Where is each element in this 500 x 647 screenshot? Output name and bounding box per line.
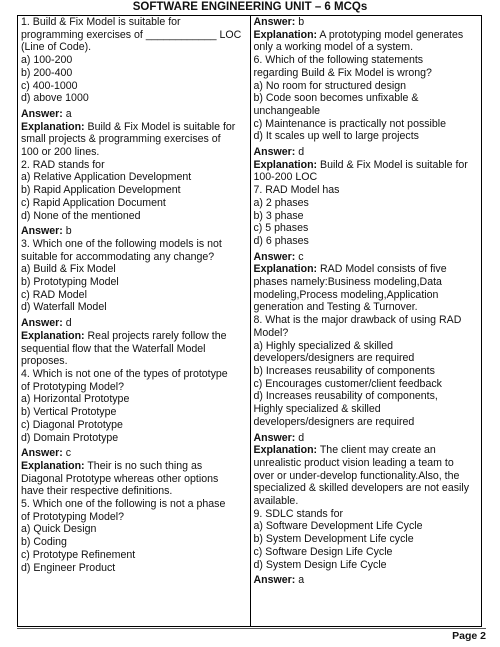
line-text: a) Software Development Life Cycle [253,520,423,533]
text-line [254,41,479,54]
text-line [254,301,479,314]
line-text: c) 400-1000 [21,79,78,92]
explanation-line [254,444,479,457]
line-text: 9. SDLC stands for [253,507,343,520]
footer-rule [17,628,486,629]
text-line [21,523,247,536]
line-text: developers/designers are required [253,415,415,428]
line-text: b) System Development Life cycle [253,533,414,546]
text-line [21,184,247,197]
document-title: SOFTWARE ENGINEERING UNIT – 6 MCQs [132,1,368,13]
line-text: a [298,574,305,587]
line-text: a) 2 phases [253,196,309,209]
line-text: b) 200-400 [21,66,73,79]
answer-line [254,251,479,264]
line-text: Real projects rarely follow the [84,329,227,342]
text-line [254,67,479,80]
text-line [21,301,247,314]
text-line [254,276,479,289]
right-column [250,16,482,626]
text-line [254,289,479,302]
line-text: a) Horizontal Prototype [21,393,130,406]
line-text: a [65,107,72,120]
text-line [254,390,479,403]
line-text: of Prototyping Model? [21,380,125,393]
text-line [254,533,479,546]
text-line [254,457,479,470]
line-text: Their is no such thing as [84,459,203,472]
line-label: Explanation: [21,120,85,133]
text-line [21,511,247,524]
text-line [21,197,247,210]
line-text: a) Relative Application Development [21,171,192,184]
line-text: generation and Testing & Turnover. [253,301,418,314]
line-label: Answer: [253,431,299,444]
text-line [21,368,247,381]
line-text: suitable for accommodating any change? [21,250,215,263]
line-label: Answer: [253,574,299,587]
text-line [21,393,247,406]
line-text: available. [253,495,299,508]
text-line [254,546,479,559]
text-line [254,482,479,495]
text-line [21,343,247,356]
line-text: modeling,Process modeling,Application [253,288,439,301]
line-text: d) 6 phases [253,234,309,247]
line-label: Explanation: [253,158,318,171]
text-line [21,355,247,368]
line-label: Explanation: [21,459,85,472]
answer-line [254,146,479,159]
line-text: unrealistic product vision leading a team to [253,456,454,469]
text-line [21,381,247,394]
line-label: Answer: [253,146,299,159]
line-text: c) RAD Model [21,288,87,301]
text-line [21,562,247,575]
line-text: b [65,225,72,238]
text-line [254,54,479,67]
page-number: Page 2 [452,630,486,642]
line-label: Answer: [253,250,299,263]
line-text: Build & Fix Model is suitable for [317,158,468,171]
explanation-line [21,460,247,473]
line-text: d) Increases reusability of components, [253,390,438,403]
text-line [254,197,479,210]
text-line [21,406,247,419]
text-line [21,133,247,146]
line-label: Explanation: [253,28,318,41]
line-text: 1. Build & Fix Model is suitable for [21,16,181,28]
line-text: 6. Which of the following statements [253,54,424,67]
text-line [21,419,247,432]
text-line [21,80,247,93]
line-text: c) 5 phases [253,222,309,235]
line-text: d) Engineer Product [21,561,116,574]
line-text: A prototyping model generates [317,28,464,41]
explanation-line [254,29,479,42]
text-line [254,416,479,429]
line-label: Answer: [21,225,66,238]
line-text: d) Domain Prototype [21,431,119,444]
line-label: Explanation: [253,263,318,276]
mcq-table [17,15,482,627]
text-line [21,41,247,54]
line-text: a) Build & Fix Model [21,263,116,276]
line-text: programming exercises of ____________ LOC [21,28,242,41]
line-text: 2. RAD stands for [21,158,105,171]
line-text: b [298,16,305,28]
text-line [21,159,247,172]
answer-line [21,225,247,238]
text-line [21,251,247,264]
text-line [254,327,479,340]
line-text: 8. What is the major drawback of using RAD [253,314,462,327]
line-text: a) Highly specialized & skilled [253,339,394,352]
line-text: b) Increases reusability of components [253,364,435,377]
text-line [21,67,247,80]
text-line [254,210,479,223]
line-text: specialized & skilled developers are not easily [253,482,470,495]
text-line [254,171,479,184]
line-text: phases namely:Business modeling,Data [253,276,442,289]
line-text: Model? [253,326,289,339]
text-line [254,470,479,483]
line-text: c) Diagonal Prototype [21,418,123,431]
line-text: c) Rapid Application Document [21,196,166,209]
line-text: d) System Design Life Cycle [253,558,387,571]
text-line [21,263,247,276]
line-text: of Prototyping Model? [21,510,125,523]
line-text: a) No room for structured design [253,79,406,92]
text-line [254,403,479,416]
line-text: only a working model of a system. [253,41,414,54]
line-label: Answer: [21,107,66,120]
line-text: Diagonal Prototype whereas other options [21,472,219,485]
text-line [21,54,247,67]
answer-line [21,447,247,460]
line-text: c) Software Design Life Cycle [253,545,393,558]
line-text: d) Waterfall Model [21,301,107,314]
line-label: Answer: [253,16,299,28]
answer-line [254,432,479,445]
text-line [254,314,479,327]
line-text: Highly specialized & skilled [253,403,381,416]
text-line [21,276,247,289]
answer-line [21,108,247,121]
line-text: 100-200 LOC [253,171,318,184]
text-line [21,92,247,105]
line-text: c) Encourages customer/client feedback [253,377,442,390]
line-text: b) Prototyping Model [21,276,119,289]
line-label: Explanation: [21,329,85,342]
line-text: developers/designers are required [253,352,415,365]
line-text: d [65,317,72,330]
line-text: b) Code soon becomes unfixable & [253,92,419,105]
text-line [21,210,247,223]
line-text: regarding Build & Fix Model is wrong? [253,66,432,79]
text-line [21,485,247,498]
line-text: RAD Model consists of five [317,263,447,276]
text-line [21,146,247,159]
line-text: over or under-develop functionality.Also, the [253,469,460,482]
text-line [21,473,247,486]
line-text: (Line of Code). [21,41,92,54]
text-line [254,340,479,353]
text-line [21,29,247,42]
line-text: proposes. [21,355,68,368]
line-text: c) Prototype Refinement [21,548,136,561]
line-text: d) above 1000 [21,92,89,105]
text-line [254,92,479,105]
text-line [254,352,479,365]
line-text: d [298,431,305,444]
text-line [21,498,247,511]
line-text: a) 100-200 [21,54,73,67]
text-line [21,238,247,251]
line-text: 5. Which one of the following is not a phase [21,498,226,511]
line-text: have their respective definitions. [21,485,173,498]
explanation-line [21,121,247,134]
answer-line [254,574,479,587]
text-line [254,508,479,521]
line-text: b) 3 phase [253,209,304,222]
line-text: The client may create an [317,444,436,457]
text-line [254,235,479,248]
line-text: c [298,250,304,263]
text-line [254,222,479,235]
line-text: sequential flow that the Waterfall Model [21,342,206,355]
line-text: b) Coding [21,536,67,549]
text-line [21,16,247,29]
text-line [21,549,247,562]
line-text: b) Rapid Application Development [21,184,181,197]
text-line [254,118,479,131]
line-text: unchangeable [253,104,321,117]
line-label: Explanation: [253,444,318,457]
line-text: 4. Which is not one of the types of prototype [21,367,228,380]
explanation-line [254,159,479,172]
left-column [18,16,250,626]
line-text: c) Maintenance is practically not possible [253,117,447,130]
text-line [21,171,247,184]
text-line [254,495,479,508]
text-line [21,432,247,445]
line-label: Answer: [21,317,66,330]
line-text: 3. Which one of the following models is not [21,237,222,250]
explanation-line [21,330,247,343]
text-line [254,559,479,572]
text-line [254,365,479,378]
answer-line [254,16,479,29]
text-line [254,520,479,533]
text-line [254,130,479,143]
text-line [21,289,247,302]
line-text: 100 or 200 lines. [21,146,100,159]
line-text: 7. RAD Model has [253,184,340,197]
explanation-line [254,263,479,276]
line-text: c [65,447,72,460]
line-label: Answer: [21,447,66,460]
text-line [254,80,479,93]
answer-line [21,317,247,330]
text-line [254,184,479,197]
line-text: b) Vertical Prototype [21,406,117,419]
line-text: small projects & programming exercises of [21,133,221,146]
text-line [21,536,247,549]
line-text: d) None of the mentioned [21,209,141,222]
line-text: Build & Fix Model is suitable for [84,120,236,133]
line-text: d) It scales up well to large projects [253,130,419,143]
line-text: a) Quick Design [21,523,97,536]
line-text: d [298,146,305,159]
text-line [254,105,479,118]
text-line [254,378,479,391]
